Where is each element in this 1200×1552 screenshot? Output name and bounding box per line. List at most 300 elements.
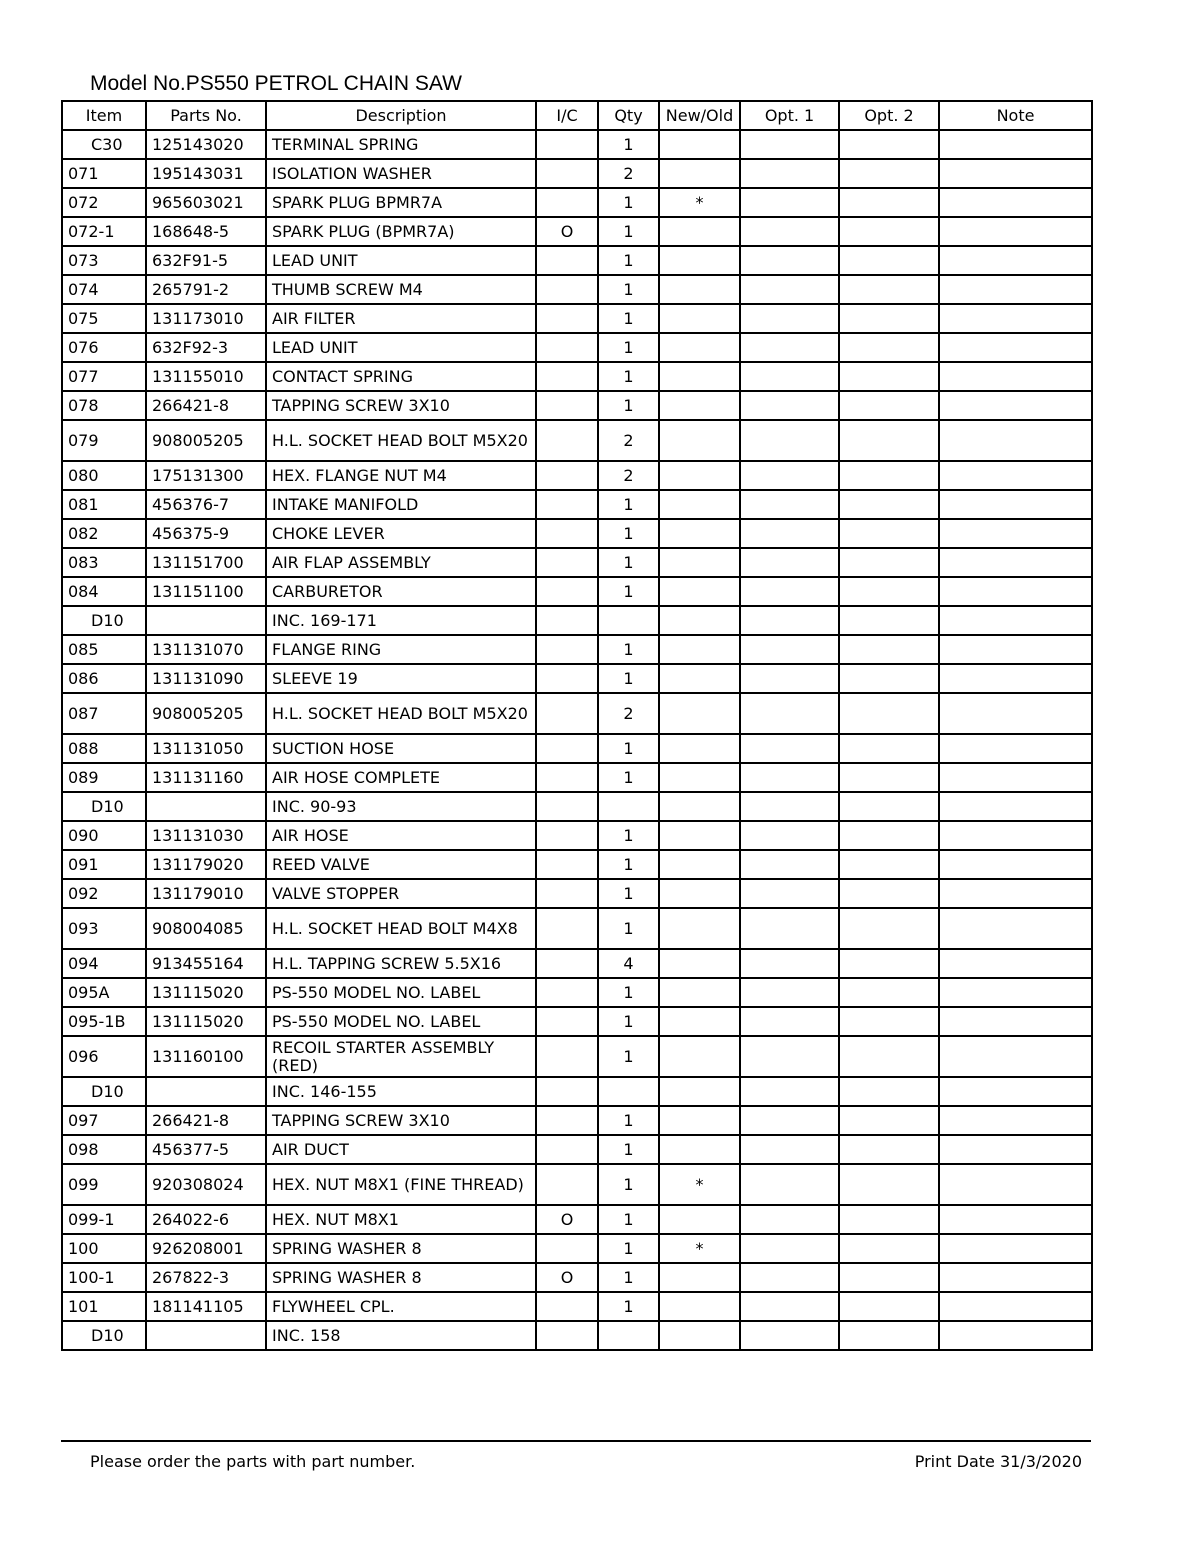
opt2-cell xyxy=(839,1234,939,1263)
table-row xyxy=(62,693,1092,734)
note-cell xyxy=(939,391,1092,420)
new-old-cell xyxy=(659,333,740,362)
opt1-cell xyxy=(740,1292,839,1321)
table-row xyxy=(62,978,1092,1007)
parts-no-cell: 131115020 xyxy=(146,978,266,1007)
note-cell xyxy=(939,879,1092,908)
ic-cell xyxy=(536,490,598,519)
note-cell xyxy=(939,850,1092,879)
note-cell xyxy=(939,1077,1092,1106)
opt2-cell xyxy=(839,577,939,606)
parts-no-cell: 131131050 xyxy=(146,734,266,763)
qty-cell: 1 xyxy=(598,304,659,333)
column-header-note: Note xyxy=(939,101,1092,130)
item-cell: 100 xyxy=(62,1234,146,1263)
table-row xyxy=(62,391,1092,420)
note-cell xyxy=(939,792,1092,821)
opt2-cell xyxy=(839,693,939,734)
opt2-cell xyxy=(839,821,939,850)
ic-cell xyxy=(536,130,598,159)
item-cell: 082 xyxy=(62,519,146,548)
opt1-cell xyxy=(740,548,839,577)
new-old-cell xyxy=(659,1036,740,1077)
description-cell: H.L. SOCKET HEAD BOLT M5X20 xyxy=(266,693,536,734)
opt2-cell xyxy=(839,420,939,461)
parts-table-body xyxy=(62,130,1092,1350)
opt1-cell xyxy=(740,763,839,792)
table-row xyxy=(62,548,1092,577)
qty-cell: 1 xyxy=(598,908,659,949)
ic-cell xyxy=(536,1234,598,1263)
description-cell: FLYWHEEL CPL. xyxy=(266,1292,536,1321)
description-cell: AIR DUCT xyxy=(266,1135,536,1164)
description-cell: HEX. NUT M8X1 (FINE THREAD) xyxy=(266,1164,536,1205)
ic-cell xyxy=(536,734,598,763)
item-cell: 077 xyxy=(62,362,146,391)
item-cell: 101 xyxy=(62,1292,146,1321)
parts-no-cell: 131131030 xyxy=(146,821,266,850)
note-cell xyxy=(939,1036,1092,1077)
table-row xyxy=(62,1007,1092,1036)
note-cell xyxy=(939,908,1092,949)
table-row xyxy=(62,606,1092,635)
item-cell: 086 xyxy=(62,664,146,693)
note-cell xyxy=(939,304,1092,333)
parts-no-cell: 131131090 xyxy=(146,664,266,693)
description-cell: RECOIL STARTER ASSEMBLY (RED) xyxy=(266,1036,536,1077)
qty-cell: 2 xyxy=(598,420,659,461)
description-cell: REED VALVE xyxy=(266,850,536,879)
note-cell xyxy=(939,577,1092,606)
parts-no-cell: 125143020 xyxy=(146,130,266,159)
item-cell: 100-1 xyxy=(62,1263,146,1292)
qty-cell: 1 xyxy=(598,333,659,362)
new-old-cell xyxy=(659,1263,740,1292)
new-old-cell xyxy=(659,1077,740,1106)
new-old-cell xyxy=(659,1292,740,1321)
new-old-cell xyxy=(659,217,740,246)
parts-no-cell: 168648-5 xyxy=(146,217,266,246)
opt1-cell xyxy=(740,1205,839,1234)
footer-note: Please order the parts with part number. xyxy=(90,1452,416,1471)
note-cell xyxy=(939,275,1092,304)
new-old-cell xyxy=(659,391,740,420)
table-row xyxy=(62,275,1092,304)
description-cell: H.L. SOCKET HEAD BOLT M5X20 xyxy=(266,420,536,461)
qty-cell: 1 xyxy=(598,821,659,850)
opt2-cell xyxy=(839,1263,939,1292)
opt2-cell xyxy=(839,949,939,978)
new-old-cell xyxy=(659,519,740,548)
table-row xyxy=(62,763,1092,792)
note-cell xyxy=(939,1234,1092,1263)
footer-divider xyxy=(61,1440,1091,1442)
note-cell xyxy=(939,246,1092,275)
page-title: Model No.PS550 PETROL CHAIN SAW xyxy=(90,72,462,95)
item-cell: 078 xyxy=(62,391,146,420)
description-cell: SPRING WASHER 8 xyxy=(266,1263,536,1292)
description-cell: SLEEVE 19 xyxy=(266,664,536,693)
description-cell: ISOLATION WASHER xyxy=(266,159,536,188)
new-old-cell xyxy=(659,606,740,635)
new-old-cell xyxy=(659,734,740,763)
new-old-cell xyxy=(659,664,740,693)
ic-cell xyxy=(536,420,598,461)
qty-cell: 1 xyxy=(598,391,659,420)
table-row xyxy=(62,1036,1092,1077)
description-cell: LEAD UNIT xyxy=(266,246,536,275)
ic-cell xyxy=(536,1164,598,1205)
opt2-cell xyxy=(839,1007,939,1036)
description-cell: TERMINAL SPRING xyxy=(266,130,536,159)
note-cell xyxy=(939,130,1092,159)
description-cell: HEX. FLANGE NUT M4 xyxy=(266,461,536,490)
opt2-cell xyxy=(839,908,939,949)
table-row xyxy=(62,1292,1092,1321)
table-row xyxy=(62,1164,1092,1205)
opt2-cell xyxy=(839,188,939,217)
new-old-cell xyxy=(659,490,740,519)
table-header-row xyxy=(62,101,1092,130)
table-row xyxy=(62,879,1092,908)
table-row xyxy=(62,519,1092,548)
parts-no-cell: 175131300 xyxy=(146,461,266,490)
qty-cell: 4 xyxy=(598,949,659,978)
new-old-cell xyxy=(659,304,740,333)
parts-no-cell: 908004085 xyxy=(146,908,266,949)
table-row xyxy=(62,908,1092,949)
note-cell xyxy=(939,734,1092,763)
ic-cell xyxy=(536,391,598,420)
qty-cell: 1 xyxy=(598,246,659,275)
opt1-cell xyxy=(740,1164,839,1205)
opt2-cell xyxy=(839,664,939,693)
qty-cell xyxy=(598,792,659,821)
qty-cell: 1 xyxy=(598,130,659,159)
parts-no-cell: 632F92-3 xyxy=(146,333,266,362)
item-cell: 097 xyxy=(62,1106,146,1135)
description-cell: CONTACT SPRING xyxy=(266,362,536,391)
item-cell: 083 xyxy=(62,548,146,577)
qty-cell: 2 xyxy=(598,461,659,490)
description-cell: SUCTION HOSE xyxy=(266,734,536,763)
note-cell xyxy=(939,1135,1092,1164)
item-cell: 072 xyxy=(62,188,146,217)
item-cell: 090 xyxy=(62,821,146,850)
ic-cell: O xyxy=(536,1263,598,1292)
description-cell: AIR FLAP ASSEMBLY xyxy=(266,548,536,577)
qty-cell: 1 xyxy=(598,1135,659,1164)
item-cell: 093 xyxy=(62,908,146,949)
new-old-cell xyxy=(659,420,740,461)
description-cell: LEAD UNIT xyxy=(266,333,536,362)
parts-no-cell: 266421-8 xyxy=(146,391,266,420)
opt2-cell xyxy=(839,978,939,1007)
opt1-cell xyxy=(740,1036,839,1077)
opt1-cell xyxy=(740,217,839,246)
item-cell: 080 xyxy=(62,461,146,490)
parts-no-cell xyxy=(146,606,266,635)
ic-cell xyxy=(536,362,598,391)
opt2-cell xyxy=(839,217,939,246)
opt2-cell xyxy=(839,792,939,821)
new-old-cell xyxy=(659,978,740,1007)
ic-cell xyxy=(536,246,598,275)
column-header-ic: I/C xyxy=(536,101,598,130)
item-cell: C30 xyxy=(62,130,146,159)
opt2-cell xyxy=(839,391,939,420)
column-header-new-old: New/Old xyxy=(659,101,740,130)
description-cell: INTAKE MANIFOLD xyxy=(266,490,536,519)
qty-cell: 1 xyxy=(598,1205,659,1234)
opt2-cell xyxy=(839,275,939,304)
opt2-cell xyxy=(839,763,939,792)
note-cell xyxy=(939,1292,1092,1321)
parts-no-cell: 965603021 xyxy=(146,188,266,217)
table-row xyxy=(62,130,1092,159)
description-cell: INC. 146-155 xyxy=(266,1077,536,1106)
ic-cell xyxy=(536,908,598,949)
description-cell: AIR FILTER xyxy=(266,304,536,333)
table-row xyxy=(62,1205,1092,1234)
ic-cell xyxy=(536,693,598,734)
table-row xyxy=(62,664,1092,693)
qty-cell xyxy=(598,1321,659,1350)
ic-cell xyxy=(536,1007,598,1036)
item-cell: 089 xyxy=(62,763,146,792)
table-row xyxy=(62,1263,1092,1292)
new-old-cell xyxy=(659,577,740,606)
note-cell xyxy=(939,1321,1092,1350)
parts-no-cell: 913455164 xyxy=(146,949,266,978)
opt1-cell xyxy=(740,792,839,821)
new-old-cell xyxy=(659,821,740,850)
opt1-cell xyxy=(740,1106,839,1135)
qty-cell: 1 xyxy=(598,362,659,391)
note-cell xyxy=(939,664,1092,693)
opt2-cell xyxy=(839,1106,939,1135)
description-cell: TAPPING SCREW 3X10 xyxy=(266,1106,536,1135)
opt2-cell xyxy=(839,635,939,664)
new-old-cell xyxy=(659,693,740,734)
note-cell xyxy=(939,420,1092,461)
qty-cell: 1 xyxy=(598,1036,659,1077)
qty-cell: 1 xyxy=(598,1007,659,1036)
opt1-cell xyxy=(740,635,839,664)
opt1-cell xyxy=(740,1321,839,1350)
item-cell: 088 xyxy=(62,734,146,763)
item-cell: 096 xyxy=(62,1036,146,1077)
opt2-cell xyxy=(839,1135,939,1164)
description-cell: HEX. NUT M8X1 xyxy=(266,1205,536,1234)
table-row xyxy=(62,420,1092,461)
qty-cell: 1 xyxy=(598,1234,659,1263)
print-date: Print Date 31/3/2020 xyxy=(914,1452,1082,1471)
ic-cell: O xyxy=(536,217,598,246)
ic-cell xyxy=(536,519,598,548)
item-cell: D10 xyxy=(62,1077,146,1106)
ic-cell xyxy=(536,304,598,333)
opt1-cell xyxy=(740,519,839,548)
ic-cell xyxy=(536,879,598,908)
column-header-opt2: Opt. 2 xyxy=(839,101,939,130)
new-old-cell xyxy=(659,130,740,159)
item-cell: D10 xyxy=(62,606,146,635)
opt2-cell xyxy=(839,1205,939,1234)
table-row xyxy=(62,821,1092,850)
description-cell: PS-550 MODEL NO. LABEL xyxy=(266,1007,536,1036)
ic-cell xyxy=(536,763,598,792)
opt2-cell xyxy=(839,1164,939,1205)
note-cell xyxy=(939,693,1092,734)
qty-cell: 2 xyxy=(598,693,659,734)
ic-cell xyxy=(536,792,598,821)
opt1-cell xyxy=(740,606,839,635)
parts-no-cell xyxy=(146,792,266,821)
opt2-cell xyxy=(839,304,939,333)
note-cell xyxy=(939,606,1092,635)
parts-no-cell: 181141105 xyxy=(146,1292,266,1321)
ic-cell xyxy=(536,1292,598,1321)
ic-cell xyxy=(536,1036,598,1077)
opt1-cell xyxy=(740,391,839,420)
description-cell: SPARK PLUG (BPMR7A) xyxy=(266,217,536,246)
opt1-cell xyxy=(740,949,839,978)
table-row xyxy=(62,159,1092,188)
qty-cell: 1 xyxy=(598,1292,659,1321)
description-cell: INC. 158 xyxy=(266,1321,536,1350)
parts-no-cell: 632F91-5 xyxy=(146,246,266,275)
qty-cell: 1 xyxy=(598,879,659,908)
parts-no-cell: 920308024 xyxy=(146,1164,266,1205)
item-cell: 095-1B xyxy=(62,1007,146,1036)
opt1-cell xyxy=(740,850,839,879)
opt1-cell xyxy=(740,1263,839,1292)
parts-no-cell: 131179020 xyxy=(146,850,266,879)
opt1-cell xyxy=(740,1007,839,1036)
qty-cell: 1 xyxy=(598,217,659,246)
table-row xyxy=(62,792,1092,821)
table-row xyxy=(62,490,1092,519)
opt1-cell xyxy=(740,577,839,606)
opt2-cell xyxy=(839,159,939,188)
note-cell xyxy=(939,949,1092,978)
description-cell: AIR HOSE COMPLETE xyxy=(266,763,536,792)
opt2-cell xyxy=(839,548,939,577)
ic-cell: O xyxy=(536,1205,598,1234)
ic-cell xyxy=(536,159,598,188)
ic-cell xyxy=(536,850,598,879)
column-header-qty: Qty xyxy=(598,101,659,130)
item-cell: 094 xyxy=(62,949,146,978)
new-old-cell xyxy=(659,792,740,821)
parts-no-cell: 131115020 xyxy=(146,1007,266,1036)
new-old-cell xyxy=(659,908,740,949)
qty-cell: 1 xyxy=(598,519,659,548)
item-cell: 076 xyxy=(62,333,146,362)
new-old-cell xyxy=(659,949,740,978)
opt2-cell xyxy=(839,130,939,159)
new-old-cell xyxy=(659,1007,740,1036)
new-old-cell xyxy=(659,275,740,304)
note-cell xyxy=(939,188,1092,217)
description-cell: AIR HOSE xyxy=(266,821,536,850)
parts-no-cell: 131151700 xyxy=(146,548,266,577)
opt1-cell xyxy=(740,159,839,188)
opt1-cell xyxy=(740,664,839,693)
new-old-cell xyxy=(659,1321,740,1350)
item-cell: 098 xyxy=(62,1135,146,1164)
new-old-cell xyxy=(659,763,740,792)
parts-no-cell: 195143031 xyxy=(146,159,266,188)
item-cell: 085 xyxy=(62,635,146,664)
table-row xyxy=(62,333,1092,362)
opt1-cell xyxy=(740,978,839,1007)
note-cell xyxy=(939,217,1092,246)
opt1-cell xyxy=(740,821,839,850)
description-cell: PS-550 MODEL NO. LABEL xyxy=(266,978,536,1007)
parts-no-cell: 131179010 xyxy=(146,879,266,908)
qty-cell: 1 xyxy=(598,635,659,664)
opt2-cell xyxy=(839,1321,939,1350)
parts-no-cell: 266421-8 xyxy=(146,1106,266,1135)
note-cell xyxy=(939,159,1092,188)
table-row xyxy=(62,246,1092,275)
description-cell: SPRING WASHER 8 xyxy=(266,1234,536,1263)
column-header-item: Item xyxy=(62,101,146,130)
parts-no-cell xyxy=(146,1077,266,1106)
opt2-cell xyxy=(839,1077,939,1106)
parts-no-cell: 131173010 xyxy=(146,304,266,333)
ic-cell xyxy=(536,1135,598,1164)
new-old-cell xyxy=(659,850,740,879)
parts-no-cell: 456377-5 xyxy=(146,1135,266,1164)
parts-no-cell: 131131070 xyxy=(146,635,266,664)
parts-no-cell: 456376-7 xyxy=(146,490,266,519)
ic-cell xyxy=(536,548,598,577)
item-cell: 099 xyxy=(62,1164,146,1205)
opt2-cell xyxy=(839,606,939,635)
ic-cell xyxy=(536,1106,598,1135)
new-old-cell: * xyxy=(659,188,740,217)
opt1-cell xyxy=(740,908,839,949)
qty-cell xyxy=(598,1077,659,1106)
opt2-cell xyxy=(839,1292,939,1321)
note-cell xyxy=(939,1205,1092,1234)
note-cell xyxy=(939,362,1092,391)
opt1-cell xyxy=(740,734,839,763)
parts-no-cell: 456375-9 xyxy=(146,519,266,548)
item-cell: 073 xyxy=(62,246,146,275)
description-cell: FLANGE RING xyxy=(266,635,536,664)
item-cell: D10 xyxy=(62,1321,146,1350)
description-cell: THUMB SCREW M4 xyxy=(266,275,536,304)
ic-cell xyxy=(536,664,598,693)
qty-cell: 1 xyxy=(598,577,659,606)
opt2-cell xyxy=(839,362,939,391)
parts-no-cell: 131151100 xyxy=(146,577,266,606)
item-cell: D10 xyxy=(62,792,146,821)
table-row xyxy=(62,1077,1092,1106)
opt2-cell xyxy=(839,519,939,548)
table-row xyxy=(62,1321,1092,1350)
parts-no-cell: 267822-3 xyxy=(146,1263,266,1292)
opt1-cell xyxy=(740,490,839,519)
ic-cell xyxy=(536,821,598,850)
parts-no-cell: 131131160 xyxy=(146,763,266,792)
new-old-cell xyxy=(659,548,740,577)
new-old-cell: * xyxy=(659,1164,740,1205)
